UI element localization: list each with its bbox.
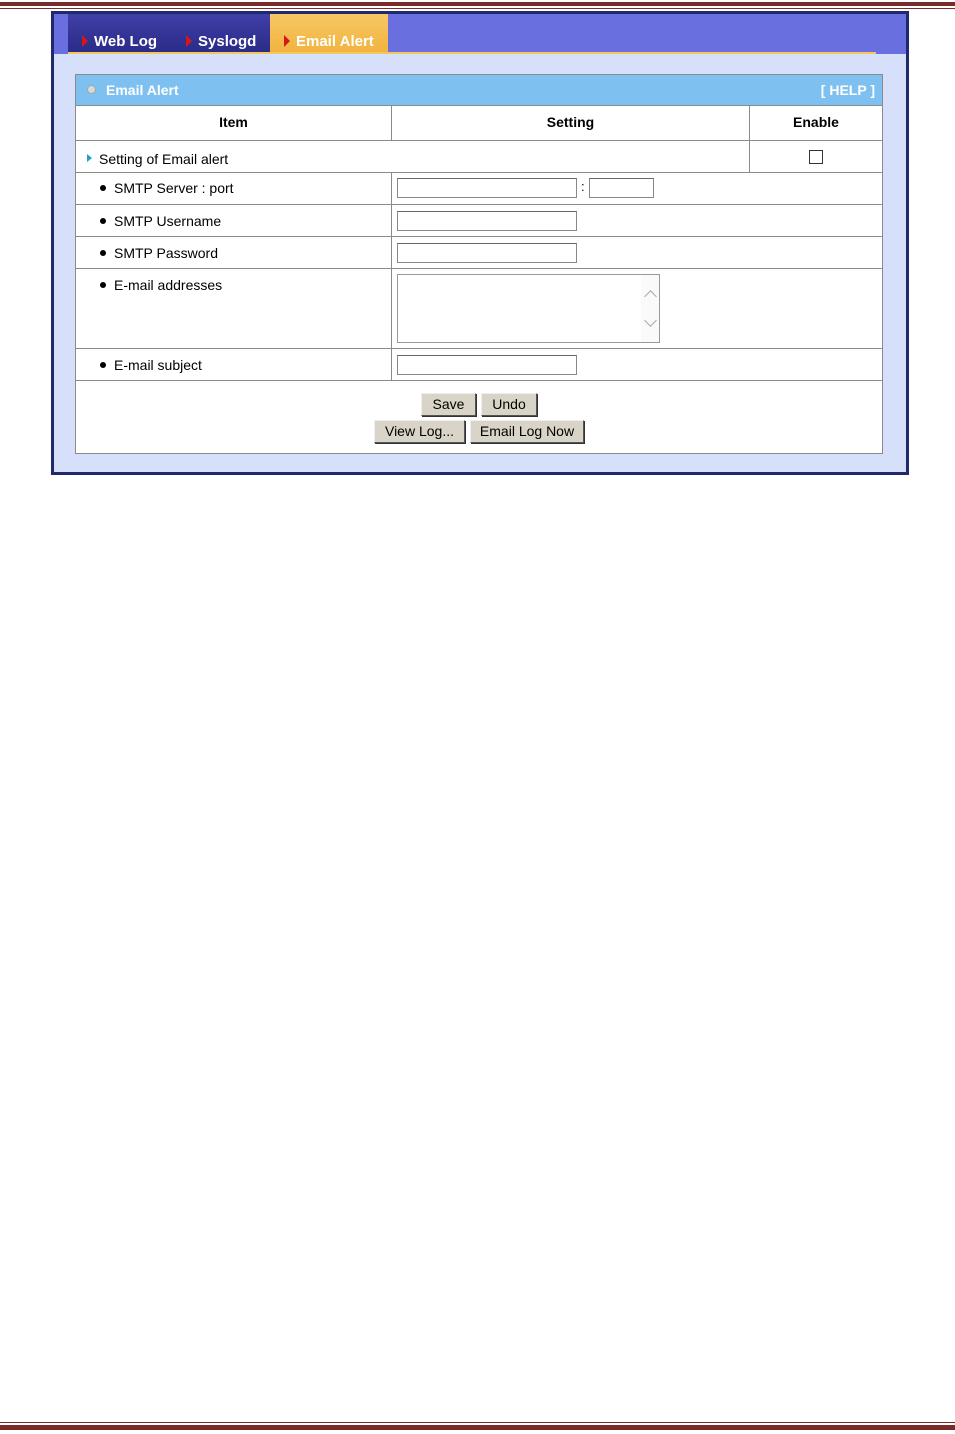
column-header-enable: Enable [793, 114, 839, 130]
arrow-right-icon [186, 35, 192, 47]
smtp-password-label: SMTP Password [114, 245, 218, 261]
enable-email-alert-checkbox[interactable] [809, 150, 823, 164]
smtp-username-input[interactable] [397, 211, 577, 231]
smtp-server-label: SMTP Server : port [114, 180, 234, 196]
tab-syslogd[interactable]: Syslogd [186, 14, 256, 54]
table-row [76, 268, 882, 349]
table-row [76, 172, 882, 205]
email-subject-input[interactable] [397, 355, 577, 375]
column-header-setting: Setting [546, 114, 595, 130]
tab-email-alert[interactable]: Email Alert [270, 14, 388, 54]
table-row [76, 348, 882, 381]
tab-bar [54, 14, 906, 54]
panel-header [76, 75, 882, 105]
button-row [76, 380, 882, 454]
table-header-row [76, 105, 882, 140]
email-addresses-label: E-mail addresses [114, 277, 223, 293]
section-label: Setting of Email alert [99, 151, 229, 167]
column-header-item: Item [219, 114, 248, 130]
triangle-right-icon [87, 154, 92, 162]
save-button[interactable]: Save [421, 393, 476, 416]
email-log-now-button[interactable]: Email Log Now [470, 420, 584, 443]
page-top-rule [0, 0, 955, 10]
email-subject-label: E-mail subject [114, 357, 202, 373]
textarea-scrollbar[interactable] [641, 275, 659, 342]
smtp-port-input[interactable] [589, 178, 654, 198]
panel-title: Email Alert [106, 82, 179, 98]
help-link[interactable]: [ HELP ] [820, 82, 875, 98]
arrow-right-icon [82, 35, 88, 47]
router-config-frame [51, 11, 909, 475]
table-row [76, 236, 882, 269]
table-row [76, 140, 882, 173]
smtp-server-input[interactable] [397, 178, 577, 198]
table-row [76, 204, 882, 237]
smtp-password-input[interactable] [397, 243, 577, 263]
smtp-username-label: SMTP Username [114, 213, 222, 229]
view-log-button[interactable]: View Log... [374, 420, 465, 443]
bullet-disc-icon [87, 85, 96, 94]
tab-web-log[interactable]: Web Log [82, 14, 157, 54]
port-separator: : [581, 179, 585, 194]
email-alert-panel [75, 74, 883, 454]
arrow-right-icon [284, 35, 290, 47]
undo-button[interactable]: Undo [481, 393, 537, 416]
email-addresses-textarea[interactable] [397, 274, 660, 343]
page-bottom-rule [0, 1422, 955, 1434]
